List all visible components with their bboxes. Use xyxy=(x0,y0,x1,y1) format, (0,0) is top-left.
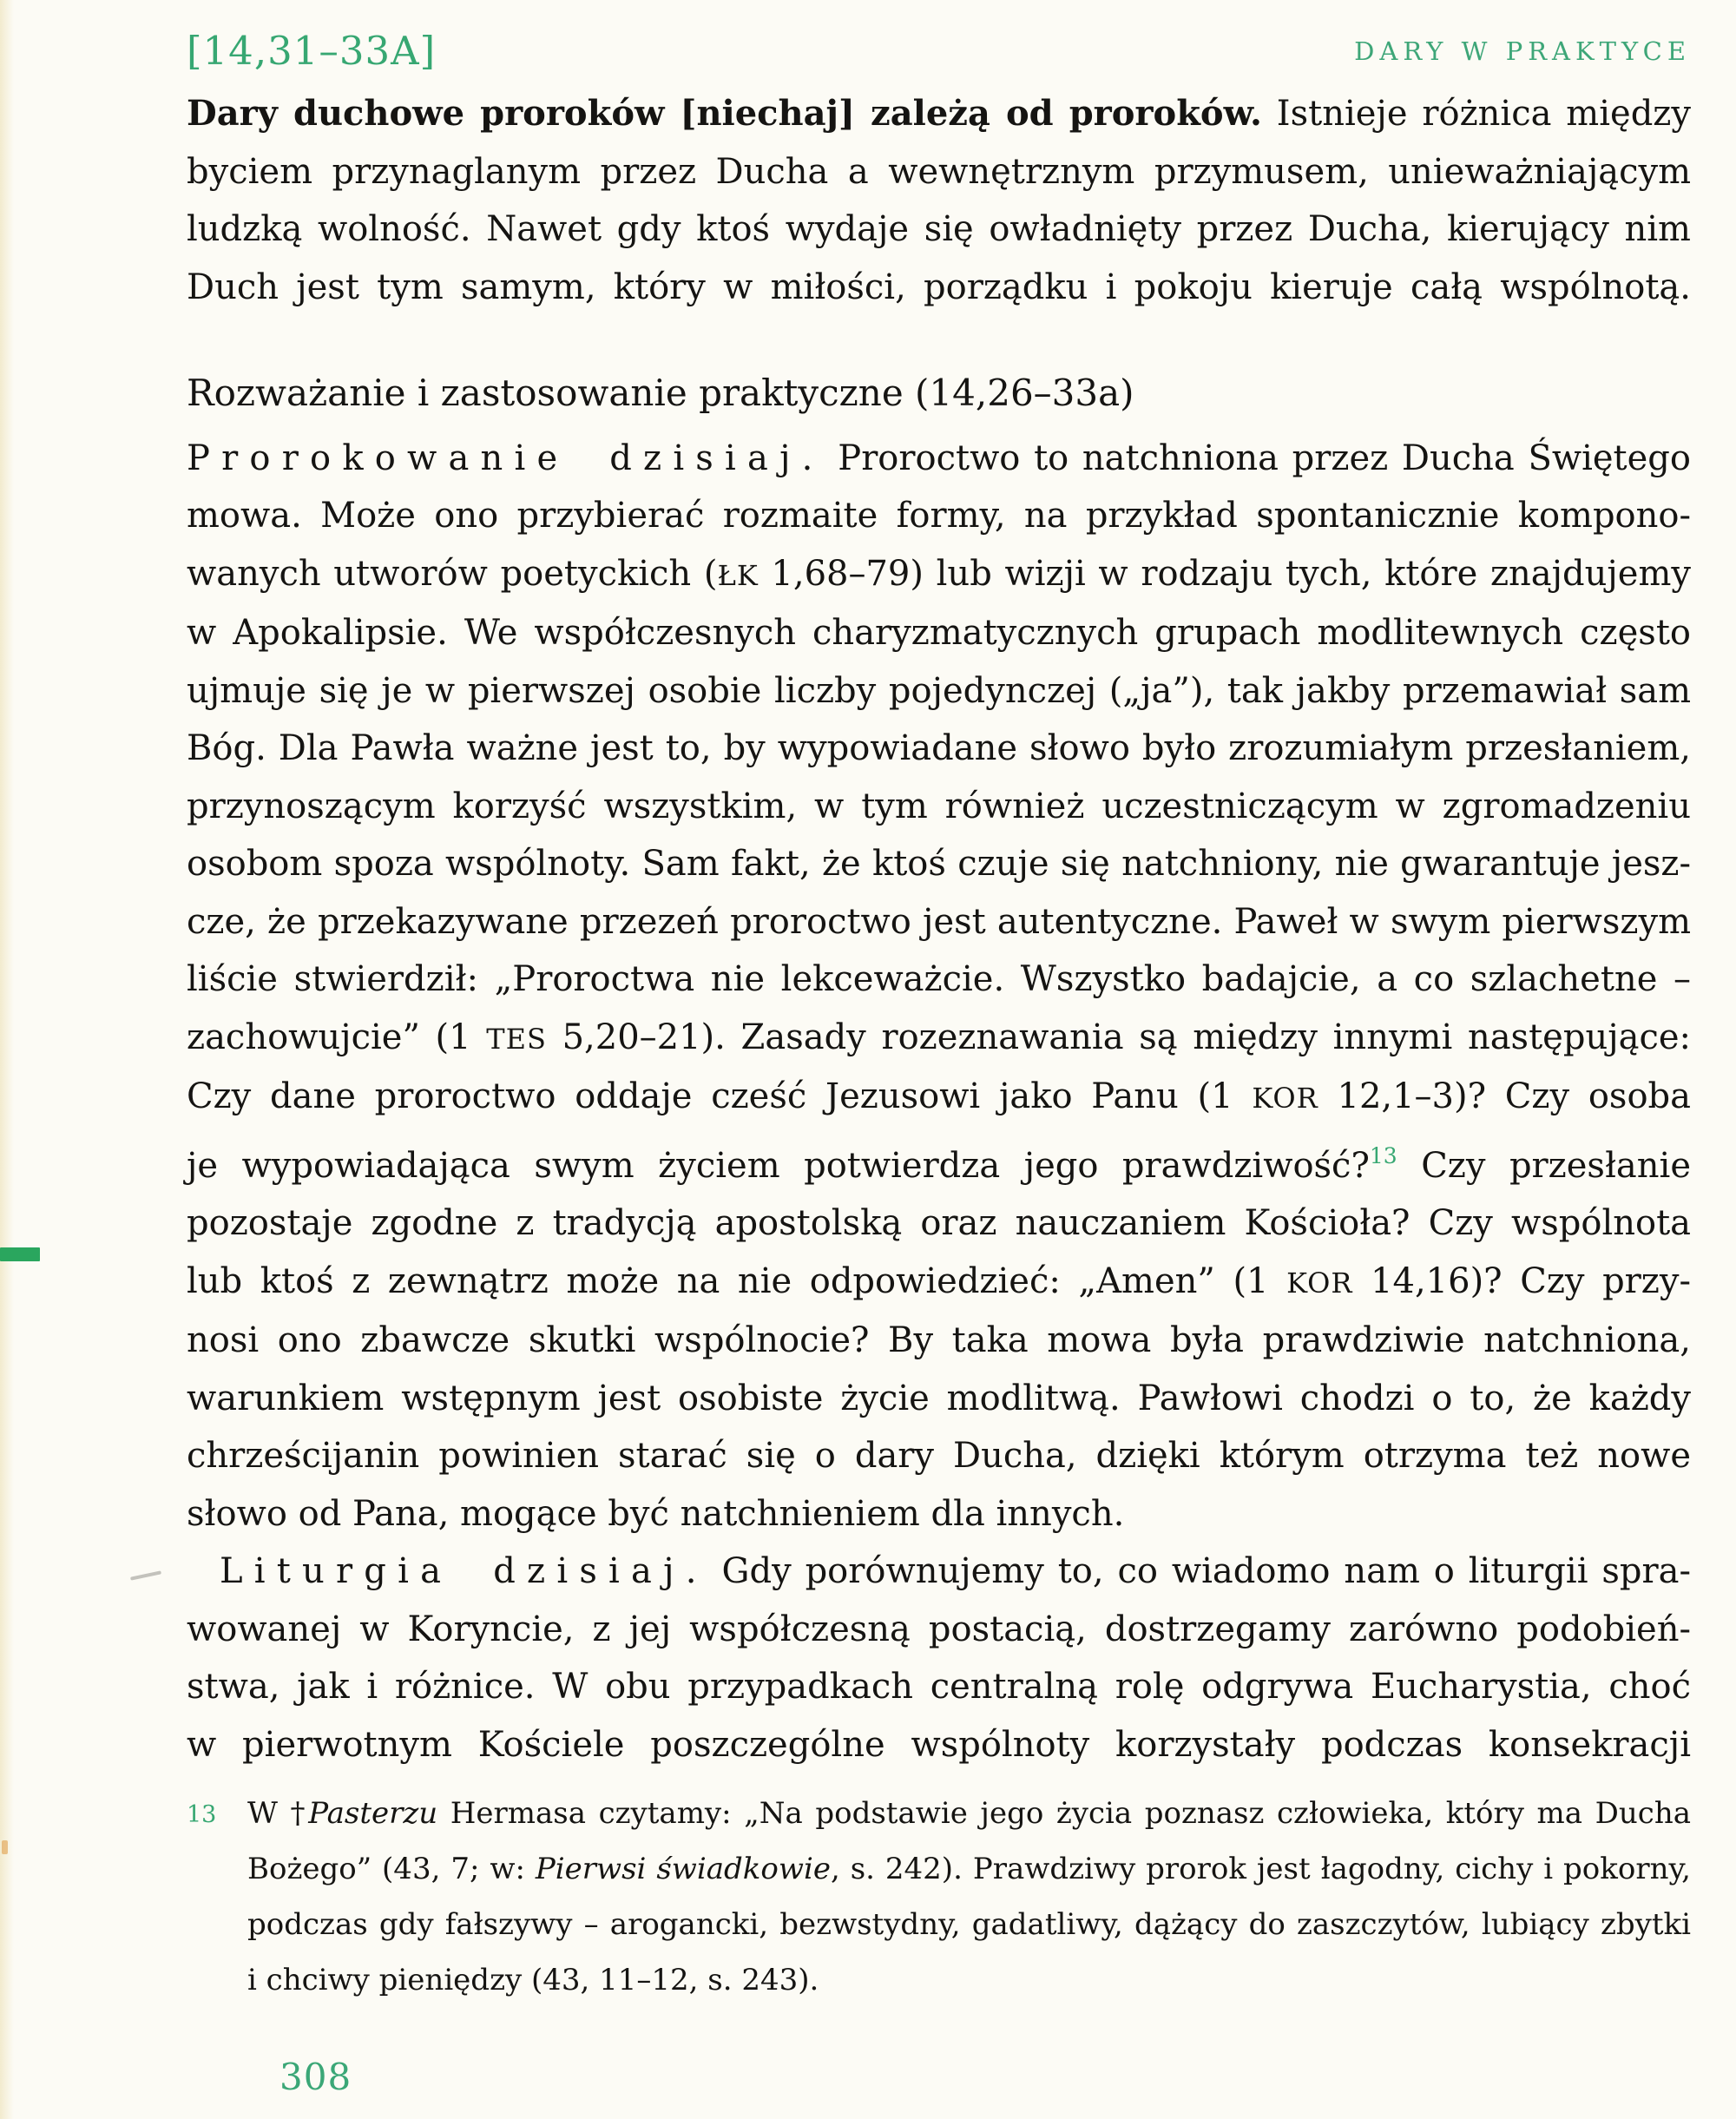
text-segment: osobom spoza wspólnoty. Sam fakt, że ktoś czuje się natchniony, nie gwarantuje jesz- xyxy=(187,844,1691,884)
text-segment: ujmuje się je w pierwszej osobie liczby pojedynczej („ja”), tak jakby przemawiał sam xyxy=(187,670,1691,711)
text-segment: wanych utworów poetyckich ( xyxy=(187,553,718,594)
text-line xyxy=(187,604,1691,662)
text-segment: lub ktoś z zewnątrz może na nie odpowiedzieć: „Amen” (1 xyxy=(187,1260,1287,1301)
text-segment: Bożego” (43, 7; w: xyxy=(247,1852,536,1886)
text-column xyxy=(187,26,1691,2008)
text-line xyxy=(187,1312,1691,1370)
text-segment: stwa, jak i różnice. W obu przypadkach centralną rolę odgrywa Eucharystia, choć xyxy=(187,1667,1691,1707)
text-line xyxy=(247,1841,1691,1897)
text-segment: ŁK xyxy=(717,558,759,592)
text-segment: nosi ono zbawcze skutki wspólnocie? By taka mowa była prawdziwie natchniona, xyxy=(187,1320,1691,1360)
text-segment: ludzką wolność. Nawet gdy ktoś wydaje się owładnięty przez Ducha, kierujący nim xyxy=(187,209,1691,249)
text-line xyxy=(187,259,1691,317)
text-segment: mowa. Może ono przybierać rozmaite formy, na przykład spontanicznie kompono- xyxy=(187,496,1691,536)
text-segment: Proroctwo to natchniona przez Ducha Świętego xyxy=(824,438,1691,478)
text-segment: 14,16)? Czy przy- xyxy=(1352,1260,1691,1301)
text-line xyxy=(187,778,1691,836)
text-segment: byciem przynaglanym przez Ducha a wewnętrznym przymusem, unieważniającym xyxy=(187,151,1691,192)
text-line xyxy=(187,1194,1691,1253)
text-segment: 1,68–79) lub wizji w rodzaju tych, które znajdujemy xyxy=(758,553,1692,594)
page-number: 308 xyxy=(279,2056,352,2098)
text-segment: Gdy porównujemy to, co wiadomo nam o liturgii spra- xyxy=(707,1551,1692,1591)
text-line xyxy=(187,662,1691,721)
text-segment: Istnieje różnica między xyxy=(1261,94,1691,134)
text-segment: Liturgia dzisiaj. xyxy=(220,1551,708,1591)
text-segment: KOR xyxy=(1286,1266,1353,1300)
section-reference: [14,31–33A] xyxy=(187,28,437,74)
text-segment: Duch jest tym samym, który w miłości, porządku i pokoju kieruje całą wspólnotą. xyxy=(187,267,1691,307)
text-segment: cze, że przekazywane przezeń proroctwo jest autentyczne. Paweł w swym pierwszym xyxy=(187,901,1691,942)
text-segment: pozostaje zgodne z tradycją apostolską oraz nauczaniem Kościoła? Czy wspólnota xyxy=(187,1203,1691,1243)
text-line xyxy=(187,1658,1691,1716)
margin-tick-mark xyxy=(0,1247,40,1261)
text-line xyxy=(187,143,1691,201)
text-line xyxy=(247,1897,1691,1952)
text-segment: W † xyxy=(247,1796,309,1831)
text-segment: 5,20–21). Zasady rozeznawania są między innymi następujące: xyxy=(546,1017,1692,1057)
text-segment: 12,1–3)? Czy osoba xyxy=(1318,1076,1691,1116)
paragraph-prophecy-today xyxy=(187,430,1691,1543)
paragraph-intro xyxy=(187,85,1691,316)
footnote-text xyxy=(247,1786,1691,2008)
text-segment: , s. 242). Prawdziwy prorok jest łagodny, cichy i pokorny, xyxy=(830,1852,1691,1886)
scan-speck xyxy=(2,1840,8,1854)
text-line xyxy=(187,545,1691,605)
section-heading: Rozważanie i zastosowanie praktyczne (14,26–33a) xyxy=(187,372,1134,414)
text-line xyxy=(187,1253,1691,1313)
pencil-mark xyxy=(130,1570,161,1580)
text-line xyxy=(187,720,1691,778)
text-segment: Bóg. Dla Pawła ważne jest to, by wypowiadane słowo było zrozumiałym przesłaniem, xyxy=(187,728,1691,768)
text-segment: TES xyxy=(486,1022,547,1056)
text-segment: wowanej w Koryncie, z jej współczesną postacią, dostrzegamy zarówno podobień- xyxy=(187,1609,1691,1649)
text-segment: liście stwierdził: „Proroctwa nie lekceważcie. Wszystko badajcie, a co szlachetne – xyxy=(187,959,1691,999)
footnote-number: 13 xyxy=(187,1801,217,1828)
text-line xyxy=(247,1786,1691,1841)
text-line xyxy=(187,951,1691,1009)
running-title: DARY W PRAKTYCE xyxy=(1354,36,1691,66)
text-line xyxy=(187,893,1691,951)
text-segment: Czy dane proroctwo oddaje cześć Jezusowi jako Panu (1 xyxy=(187,1076,1253,1116)
text-line xyxy=(187,1427,1691,1485)
text-segment: Pasterzu xyxy=(308,1796,438,1831)
text-segment: przynoszącym korzyść wszystkim, w tym również uczestniczącym w zgromadzeniu xyxy=(187,786,1691,826)
text-line xyxy=(187,1485,1691,1543)
text-segment: słowo od Pana, mogące być natchnieniem dla innych. xyxy=(187,1493,1125,1534)
text-line xyxy=(187,201,1691,259)
text-line xyxy=(187,85,1691,143)
text-segment: je wypowiadająca swym życiem potwierdza jego prawdziwość? xyxy=(187,1145,1370,1186)
text-segment: w pierwotnym Kościele poszczególne wspólnoty korzystały podczas konsekracji xyxy=(187,1724,1691,1765)
text-line xyxy=(187,1370,1691,1428)
text-line xyxy=(187,1128,1691,1195)
text-line xyxy=(187,1009,1691,1069)
text-body xyxy=(187,85,1691,1774)
text-line xyxy=(187,1601,1691,1659)
text-line xyxy=(187,1716,1691,1774)
text-line xyxy=(187,1068,1691,1128)
text-segment: Hermasa czytamy: „Na podstawie jego życia poznasz człowieka, który ma Ducha xyxy=(437,1796,1691,1831)
text-segment: KOR xyxy=(1252,1082,1318,1115)
text-segment: warunkiem wstępnym jest osobiste życie modlitwą. Pawłowi chodzi o to, że każdy xyxy=(187,1378,1691,1418)
text-line xyxy=(187,430,1691,488)
text-segment: Czy przesłanie xyxy=(1397,1145,1691,1186)
text-line xyxy=(187,835,1691,893)
text-segment: w Apokalipsie. We współczesnych charyzmatycznych grupach modlitewnych często xyxy=(187,613,1691,653)
text-segment: Pierwsi świadkowie xyxy=(535,1852,831,1886)
page-header xyxy=(187,26,1691,78)
text-line xyxy=(247,1952,1691,2008)
text-segment: podczas gdy fałszywy – arogancki, bezwstydny, gadatliwy, dążący do zaszczytów, lubiący zbytki xyxy=(247,1907,1691,1942)
text-segment: Dary duchowe proroków [niechaj] zależą od proroków. xyxy=(187,93,1262,134)
footnote-block xyxy=(187,1786,1691,2008)
text-segment: Prorokowanie dzisiaj. xyxy=(187,438,825,478)
text-segment: zachowujcie” (1 xyxy=(187,1017,487,1057)
text-segment: i chciwy pieniędzy (43, 11–12, s. 243). xyxy=(247,1963,819,1997)
text-line xyxy=(187,487,1691,545)
footnote-ref-13: 13 xyxy=(1369,1142,1397,1168)
text-segment: chrześcijanin powinien starać się o dary Ducha, dzięki którym otrzyma też nowe xyxy=(187,1436,1691,1476)
text-line xyxy=(187,1543,1691,1601)
paragraph-liturgy-today xyxy=(187,1543,1691,1774)
